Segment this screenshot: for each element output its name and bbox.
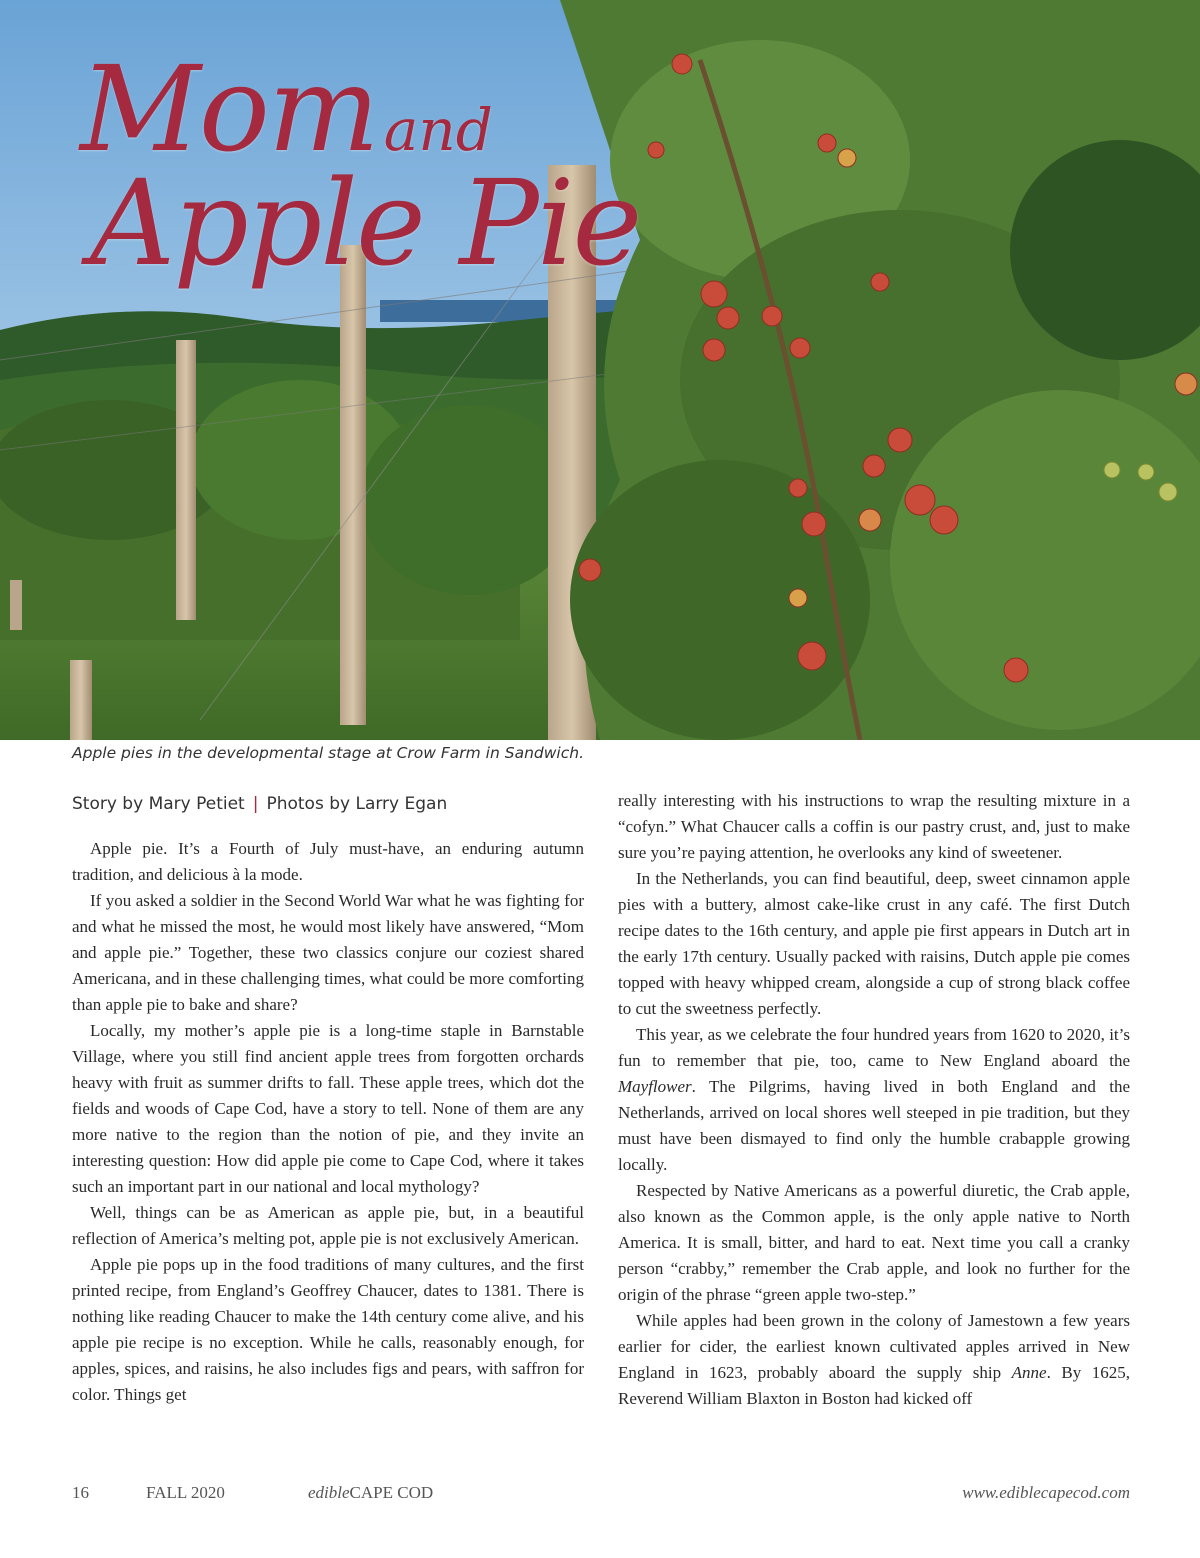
magazine-name-rest: CAPE COD: [349, 1483, 434, 1502]
paragraph-text: While apples had been grown in the colony of Jamestown a few years earlier for cider, the earliest known cultivated apples arrived in New England in 1623, probably aboard the supply ship: [618, 1311, 1130, 1382]
byline-separator: |: [252, 794, 259, 814]
story-credit: Story by Mary Petiet: [72, 794, 245, 814]
magazine-name: [308, 1483, 434, 1503]
article-paragraph: Respected by Native Americans as a powerful diuretic, the Crab apple, also known as the Common apple, is the only apple native to North America. It is small, bitter, and hard to eat. Next time you call a cranky person “crabby,” remember the Crab apple, and look no further for the origin of the phrase “green apple two-step.”: [618, 1181, 1130, 1304]
headline: [80, 40, 641, 292]
issue-season: FALL 2020: [146, 1483, 225, 1502]
ship-name-anne: Anne: [1011, 1363, 1047, 1382]
photo-credit: Photos by Larry Egan: [266, 794, 448, 814]
article-paragraph: In the Netherlands, you can find beautiful, deep, sweet cinnamon apple pies with a buttery, almost cake-like crust in any café. The first Dutch recipe dates to the 16th century, and apple pie first appears in Dutch art in the early 17th century. Usually packed with raisins, Dutch apple pie comes topped with heavy whipped cream, alongside a cup of strong black coffee to cut the sweetness perfectly.: [618, 869, 1130, 1018]
article-paragraph: [618, 1308, 1130, 1412]
article-paragraph: Locally, my mother’s apple pie is a long-time staple in Barnstable Village, where you still find ancient apple trees from forgotten orchards heavy with fruit as summer drifts to fall. These apple trees, which dot the fields and woods of Cape Cod, have a story to tell. None of them are any more native to the region than the notion of pie, and they invite an interesting question: How did apple pie come to Cape Cod, where it takes such an important part in our national and local mythology?: [72, 1021, 584, 1196]
paragraph-text: This year, as we celebrate the four hundred years from 1620 to 2020, it’s fun to remember that pie, too, came to New England aboard the: [618, 1025, 1130, 1070]
byline: [72, 794, 447, 814]
headline-word-mom: Mom: [80, 40, 378, 178]
article-column-left: [72, 836, 584, 1408]
page-number: 16: [72, 1483, 89, 1502]
headline-apple-pie: Apple Pie: [90, 154, 641, 292]
paragraph-text: . By 1625, Reverend William Blaxton in Boston had kicked off: [618, 1363, 1130, 1408]
photo-caption: Apple pies in the developmental stage at Crow Farm in Sandwich.: [72, 744, 584, 762]
article-paragraph: Apple pie. It’s a Fourth of July must-have, an enduring autumn tradition, and delicious à la mode.: [72, 839, 584, 884]
article-paragraph: really interesting with his instructions to wrap the resulting mixture in a “cofyn.” What Chaucer calls a coffin is our pastry crust, and, just to make sure you’re paying attention, he overlooks any kind of sweetener.: [618, 791, 1130, 862]
ship-name-mayflower: Mayflower: [618, 1077, 692, 1096]
headline-word-and: and: [383, 96, 493, 164]
page-footer: [72, 1483, 1130, 1507]
magazine-name-italic: edible: [308, 1483, 350, 1502]
article-paragraph: If you asked a soldier in the Second World War what he was fighting for and what he missed the most, he would most likely have answered, “Mom and apple pie.” Together, these two classics conjure our coziest shared Americana, and in these challenging times, what could be more comforting than apple pie to bake and share?: [72, 891, 584, 1014]
hero-photo: [0, 0, 1200, 740]
article-paragraph: [618, 1022, 1130, 1178]
article-column-right: [618, 788, 1130, 1412]
paragraph-text: . The Pilgrims, having lived in both England and the Netherlands, arrived on local shores well steeped in pie tradition, but they must have been dismayed to find only the humble crabapple growing locally.: [618, 1077, 1130, 1174]
website-link[interactable]: www.ediblecapecod.com: [962, 1483, 1130, 1502]
article-paragraph: Apple pie pops up in the food traditions of many cultures, and the first printed recipe, from England’s Geoffrey Chaucer, dates to 1381. There is nothing like reading Chaucer to make the 14th century come alive, and his apple pie recipe is no exception. While he calls, reasonably enough, for apples, spices, and raisins, he also includes figs and pears, with saffron for color. Things get: [72, 1255, 584, 1404]
article-paragraph: Well, things can be as American as apple pie, but, in a beautiful reflection of America’s melting pot, apple pie is not exclusively American.: [72, 1203, 584, 1248]
